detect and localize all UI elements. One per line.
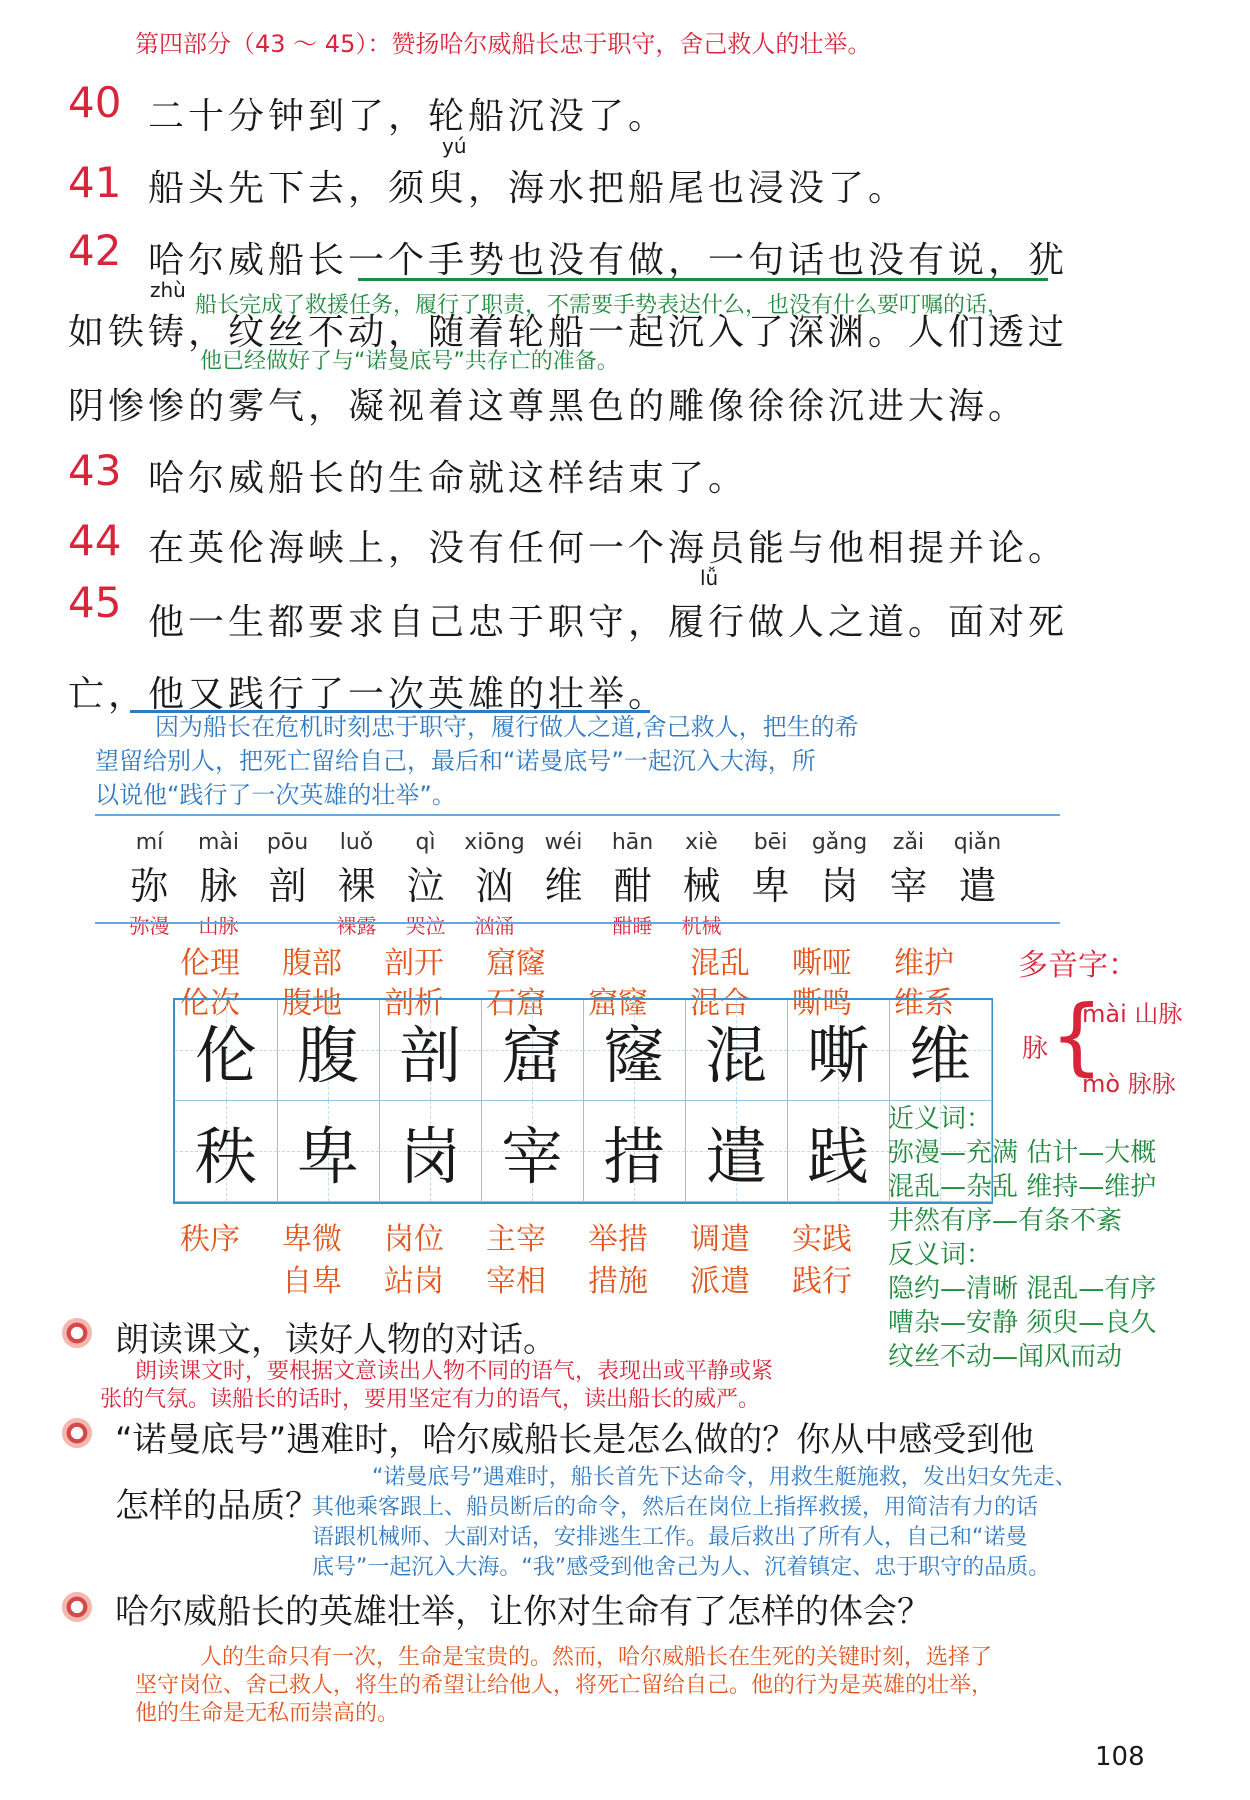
pinyin-annotation: zhù (150, 278, 186, 302)
answer-text: 其他乘客跟上、船员断后的命令，然后在岗位上指挥救援，用简洁有力的话 (312, 1495, 1039, 1520)
grid-word: 岗位 (384, 1222, 444, 1257)
answer-text: “诺曼底号”遇难时，船长首先下达命令，用救生艇施救，发出妇女先走、 (372, 1465, 1077, 1490)
vocab-word: 机械 (681, 914, 722, 938)
pinyin-annotation: yú (442, 134, 467, 158)
vocab-word: 酣睡 (612, 914, 653, 938)
grid-word: 伦理 (180, 946, 240, 981)
vocab-pinyin: mí (135, 830, 164, 855)
vocab-row (115, 830, 1065, 938)
vocab-pinyin: pōu (266, 830, 309, 855)
grid-word: 腹地 (282, 986, 342, 1021)
grid-cell (583, 1101, 686, 1202)
grid-word: 混合 (690, 986, 750, 1021)
grid-word: 卑微 (282, 1222, 342, 1257)
handwritten-note: 以说他“践行了一次英雄的壮举”。 (95, 781, 456, 809)
answer-text: 坚守岗位、舍己救人，将生的希望让给他人，将死亡留给自己。他的行为是英雄的壮举， (135, 1673, 994, 1698)
paragraph-text: 哈尔威船长一个手势也没有做，一句话也没有说，犹 (148, 240, 1069, 281)
synonym-block: 近义词： 弥漫—充满 估计—大概 混乱—杂乱 维持—维护 井然有序—有条不紊 反义词： 隐约—清晰 混乱—有序 嘈杂—安静 须臾—良久 纹丝不动—闻风而动 (888, 1104, 1157, 1372)
grid-cell (685, 1000, 788, 1101)
handwritten-note: 他已经做好了与“诺曼底号”共存亡的准备。 (200, 349, 619, 374)
grid-word: 宰相 (486, 1264, 546, 1299)
vocab-word: 哭泣 (405, 914, 446, 938)
grid-char: 嘶 (806, 1018, 869, 1092)
grid-word: 剖开 (384, 946, 444, 981)
vocab-pinyin: xiè (685, 830, 718, 855)
paragraph-number: 41 (68, 158, 122, 207)
answer-text: 人的生命只有一次，生命是宝贵的。然而，哈尔威船长在生死的关键时刻，选择了 (200, 1645, 993, 1670)
grid-word: 自卑 (282, 1264, 342, 1299)
grid-char: 秩 (194, 1119, 257, 1193)
grid-cell (175, 1101, 278, 1202)
vocab-char: 械 (682, 864, 721, 908)
vocab-pinyin: luǒ (339, 830, 374, 855)
underline-green (358, 278, 1048, 281)
grid-word: 主宰 (486, 1222, 546, 1257)
paragraph-number: 42 (68, 226, 122, 275)
grid-word: 秩序 (180, 1222, 240, 1257)
grid-char: 措 (602, 1119, 665, 1193)
flower-bullet-icon (62, 1592, 92, 1622)
flower-bullet-icon (62, 1318, 92, 1348)
grid-word: 维护 (894, 946, 954, 981)
grid-word: 调遣 (690, 1222, 750, 1257)
grid-char: 伦 (194, 1018, 257, 1092)
grid-word: 措施 (588, 1264, 648, 1299)
paragraph-number: 45 (68, 578, 122, 627)
grid-word: 站岗 (384, 1264, 444, 1299)
paragraph-number: 43 (68, 446, 122, 495)
polyphone-char: 脉 (1022, 1034, 1049, 1064)
grid-word: 石窟 (486, 986, 546, 1021)
paragraph-text: 如铁铸，纹丝不动，随着轮船一起沉入了深渊。人们透过 (68, 312, 1069, 353)
vocab-pinyin: zǎi (892, 830, 925, 855)
page-number: 108 (1095, 1742, 1145, 1772)
vocab-char: 岗 (820, 864, 859, 908)
grid-char: 窟 (500, 1018, 563, 1092)
grid-char: 卑 (296, 1119, 359, 1193)
vocab-pinyin: mài (197, 830, 240, 855)
paragraph-text: 他一生都要求自己忠于职守，履行做人之道。面对死 (148, 602, 1069, 643)
vocab-pinyin: bēi (753, 830, 788, 855)
grid-char: 践 (806, 1119, 869, 1193)
grid-cell (175, 1000, 278, 1101)
vocab-char: 脉 (199, 864, 238, 908)
vocab-char: 泣 (406, 864, 445, 908)
vocab-char: 汹 (475, 864, 514, 908)
vocab-pinyin: gǎng (811, 830, 868, 855)
grid-char: 宰 (500, 1119, 563, 1193)
underline-blue (95, 814, 1060, 816)
grid-char: 混 (704, 1018, 767, 1092)
vocab-word: 裸露 (336, 914, 377, 938)
paragraph-text: 阴惨惨的雾气，凝视着这尊黑色的雕像徐徐沉进大海。 (68, 386, 1029, 427)
vocab-word: 山脉 (198, 914, 239, 938)
answer-text: 语跟机械师、大副对话，安排逃生工作。最后救出了所有人，自己和“诺曼 (312, 1525, 1028, 1550)
polyphone-title: 多音字： (1018, 948, 1138, 983)
grid-char: 腹 (296, 1018, 359, 1092)
vocab-word: 汹涌 (474, 914, 515, 938)
underline-blue (95, 922, 1060, 924)
handwritten-note: 因为船长在危机时刻忠于职守，履行做人之道,舍己救人，把生的希 (155, 713, 859, 741)
question-text: “诺曼底号”遇难时，哈尔威船长是怎么做的？你从中感受到他 (115, 1420, 1035, 1460)
question-text: 哈尔威船长的英雄壮举，让你对生命有了怎样的体会？ (115, 1592, 931, 1632)
vocab-char: 卑 (751, 864, 790, 908)
grid-word: 维系 (894, 986, 954, 1021)
question-text: 朗读课文，读好人物的对话。 (115, 1320, 557, 1360)
paragraph-text: 亡，他又践行了一次英雄的壮举。 (68, 674, 669, 715)
grid-cell (787, 1101, 890, 1202)
handwritten-note: 船长完成了救援任务，履行了职责，不需要手势表达什么，也没有什么要叮嘱的话， (195, 293, 1010, 318)
flower-bullet-icon (62, 1418, 92, 1448)
grid-word: 腹部 (282, 946, 342, 981)
vocab-char: 维 (544, 864, 583, 908)
paragraph-text: 在英伦海峡上，没有任何一个海员能与他相提并论。 (148, 528, 1069, 569)
grid-word: 嘶哑 (792, 946, 852, 981)
answer-text: 张的气氛。读船长的话时，要用坚定有力的语气，读出船长的威严。 (100, 1387, 761, 1412)
grid-cell (481, 1000, 584, 1101)
vocab-pinyin: wéi (544, 830, 583, 855)
answer-text: 底号”一起沉入大海。“我”感受到他舍己为人、沉着镇定、忠于职守的品质。 (312, 1555, 1051, 1580)
vocab-word: 弥漫 (129, 914, 170, 938)
question-text: 怎样的品质？ (115, 1486, 319, 1526)
paragraph-number: 40 (68, 78, 122, 127)
paragraph-text: 哈尔威船长的生命就这样结束了。 (148, 458, 749, 499)
grid-word: 派遣 (690, 1264, 750, 1299)
grid-word: 嘶鸣 (792, 986, 852, 1021)
grid-cell (277, 1000, 380, 1101)
grid-word: 窟窿 (486, 946, 546, 981)
grid-char: 维 (908, 1018, 971, 1092)
paragraph-text: 二十分钟到了，轮船沉没了。 (148, 96, 669, 137)
answer-text: 他的生命是无私而崇高的。 (135, 1701, 400, 1726)
vocab-char: 酣 (613, 864, 652, 908)
vocab-pinyin: hān (611, 830, 654, 855)
vocab-pinyin: qiǎn (953, 830, 1002, 855)
grid-char: 遣 (704, 1119, 767, 1193)
grid-cell (379, 1101, 482, 1202)
answer-text: 朗读课文时，要根据文意读出人物不同的语气，表现出或平静或紧 (135, 1359, 774, 1384)
vocab-char: 弥 (130, 864, 169, 908)
grid-word: 剖析 (384, 986, 444, 1021)
grid-word: 举措 (588, 1222, 648, 1257)
grid-cell (685, 1101, 788, 1202)
grid-cell (277, 1101, 380, 1202)
vocab-char: 裸 (337, 864, 376, 908)
handwritten-note: 望留给别人，把死亡留给自己，最后和“诺曼底号”一起沉入大海，所 (95, 747, 816, 775)
grid-char: 窿 (602, 1018, 665, 1092)
grid-word: 伦次 (180, 986, 240, 1021)
grid-cell (583, 1000, 686, 1101)
polyphone-reading: mài 山脉 (1082, 1000, 1183, 1028)
grid-cell (787, 1000, 890, 1101)
grid-cell (379, 1000, 482, 1101)
grid-cell (889, 1000, 992, 1101)
grid-cell (481, 1101, 584, 1202)
vocab-pinyin: qì (415, 830, 436, 855)
vocab-char: 遣 (958, 864, 997, 908)
section-header: 第四部分（43 ～ 45）：赞扬哈尔威船长忠于职守，舍己救人的壮举。 (135, 30, 872, 58)
grid-word: 践行 (792, 1264, 852, 1299)
vocab-pinyin: xiōng (464, 830, 525, 855)
vocab-char: 宰 (889, 864, 928, 908)
grid-word: 混乱 (690, 946, 750, 981)
polyphone-reading: mò 脉脉 (1082, 1070, 1176, 1098)
brace-icon: { (1050, 987, 1104, 1085)
grid-word: 窟窿 (588, 986, 648, 1021)
writing-grid (173, 998, 993, 1204)
grid-char: 剖 (398, 1018, 461, 1092)
grid-word: 实践 (792, 1222, 852, 1257)
grid-char: 岗 (398, 1119, 461, 1193)
pinyin-annotation: lǚ (700, 566, 719, 590)
paragraph-number: 44 (68, 516, 122, 565)
paragraph-text: 船头先下去，须臾，海水把船尾也浸没了。 (148, 168, 909, 209)
vocab-char: 剖 (268, 864, 307, 908)
